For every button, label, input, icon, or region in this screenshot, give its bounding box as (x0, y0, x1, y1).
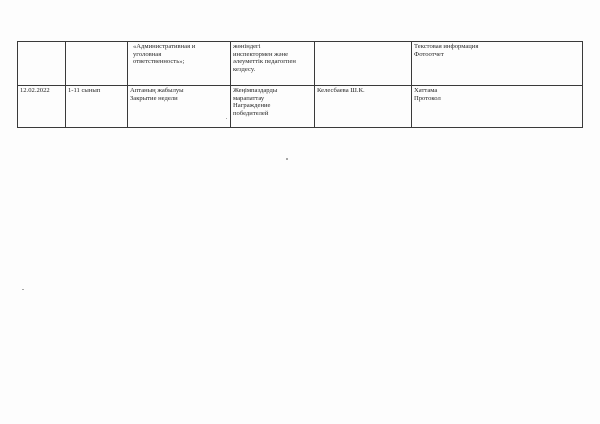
cell-result: Хаттама Протокол (412, 86, 583, 128)
cell-class: 1-11 сынып (66, 86, 128, 128)
cell-event: Аптаның жабылуы Закрытие недели (128, 86, 231, 128)
cell-date (18, 42, 66, 86)
table-row (18, 42, 583, 86)
cell-event: «Административная и уголовная ответственность»; (128, 42, 231, 86)
cell-result: Текстовая информация Фотоотчет (412, 42, 583, 86)
scan-speck (226, 118, 227, 119)
cell-description: Жеңімпаздарды марапаттау Награждение победителей (231, 86, 315, 128)
cell-responsible: Келесбаева Ш.К. (315, 86, 412, 128)
cell-description: жөніндегі инспектормен және әлеуметтік педагогпен кездесу. (231, 42, 315, 86)
cell-date: 12.02.2022 (18, 86, 66, 128)
scan-speck (22, 289, 24, 290)
events-table (17, 41, 583, 128)
cell-class (66, 42, 128, 86)
cell-responsible (315, 42, 412, 86)
scan-speck (286, 158, 288, 160)
table-row (18, 86, 583, 128)
